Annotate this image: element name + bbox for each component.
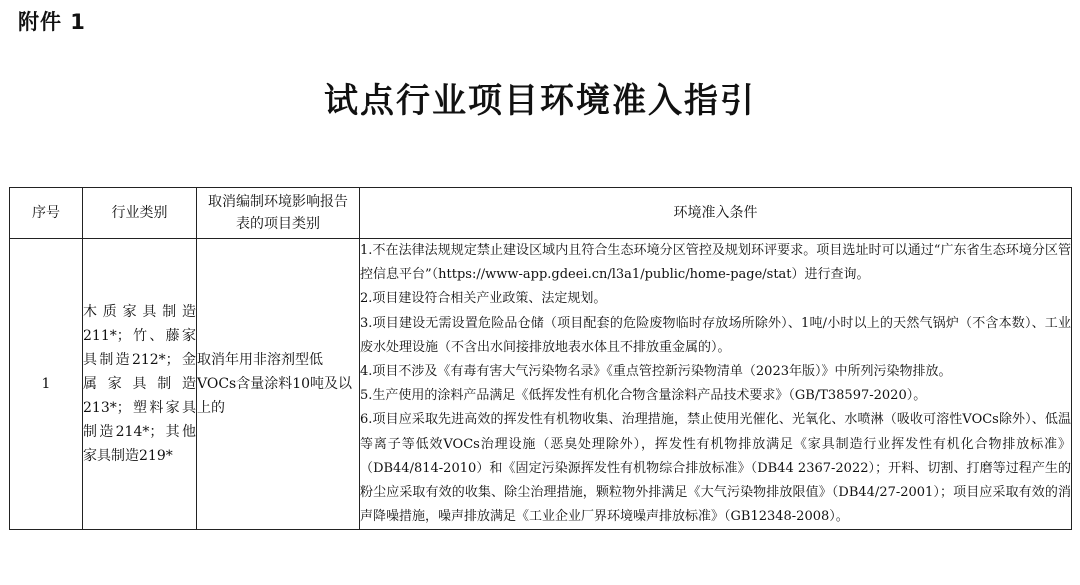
condition-item: 3.项目建设无需设置危险品仓储（项目配套的危险废物临时存放场所除外）、1吨/小时以上的天然气锅炉（不含本数）、工业废水处理设施（不含出水间接排放地表水体且不排放重金属的）。 (360, 315, 1071, 355)
table-header-row (10, 188, 1072, 239)
row-number: 1 (10, 239, 83, 530)
condition-item: 2.项目建设符合相关产业政策、法定规划。 (360, 291, 607, 307)
column-header-project-type-text: 取消编制环境影响报告表的项目类别 (208, 194, 348, 232)
attachment-label: 附件 1 (18, 10, 86, 34)
access-conditions (360, 239, 1072, 530)
column-header-project-type (197, 188, 360, 239)
column-header-conditions: 环境准入条件 (360, 188, 1072, 239)
industry-category: 木质家具制造211*；竹、藤家具制造212*；金属家具制造213*；塑料家具制造214*；其他家具制造219* (83, 239, 197, 530)
document-title: 试点行业项目环境准入指引 (324, 81, 756, 121)
column-header-industry: 行业类别 (83, 188, 197, 239)
project-type: 取消年用非溶剂型低VOCs含量涂料10吨及以上的 (197, 239, 360, 530)
condition-item: 5.生产使用的涂料产品满足《低挥发性有机化合物含量涂料产品技术要求》（GB/T38597-2020）。 (360, 388, 927, 404)
condition-item: 6.项目应采取先进高效的挥发性有机物收集、治理措施，禁止使用光催化、光氧化、水喷淋（吸收可溶性VOCs除外）、低温等离子等低效VOCs治理设施（恶臭处理除外），挥发性有机物排放满足《家具制造行业挥发性有机化合物排放标准》（DB44/814-2010）和《固定污染源挥发性有机物综合排放标准》（DB44 2367-2022）；开料、切割、打磨等过程产生的粉尘应采取有效的收集、除尘治理措施，颗粒物外排满足《大气污染物排放限值》（DB44/27-2001）；项目应采取有效的消声降噪措施，噪声排放满足《工业企业厂界环境噪声排放标准》（GB12348-2008）。 (360, 412, 1071, 525)
condition-item: 1.不在法律法规规定禁止建设区域内且符合生态环境分区管控及规划环评要求。项目选址时可以通过“广东省生态环境分区管控信息平台”（https://www-app.gdeei.cn/l3a1/public/home-page/stat）进行查询。 (360, 243, 1071, 283)
guide-table (9, 187, 1072, 530)
column-header-no: 序号 (10, 188, 83, 239)
condition-item: 4.项目不涉及《有毒有害大气污染物名录》《重点管控新污染物清单（2023年版）》中所列污染物排放。 (360, 364, 952, 380)
table-row (10, 239, 1072, 530)
